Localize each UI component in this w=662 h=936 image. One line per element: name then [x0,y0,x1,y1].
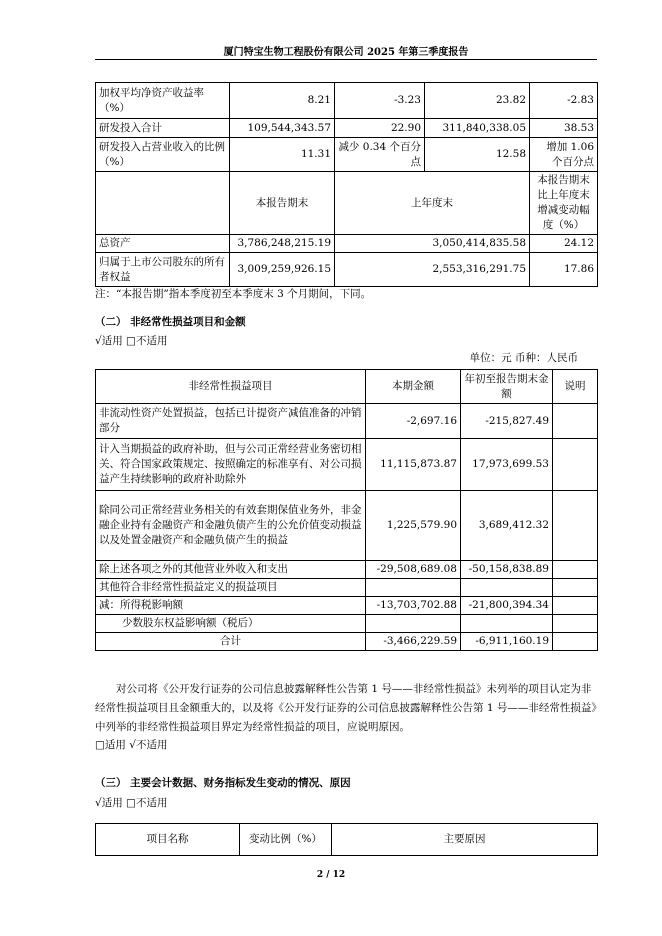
table-cell: -3.23 [335,83,425,119]
row-label: 合计 [96,633,366,651]
table-cell: 3,009,259,926.15 [230,253,335,287]
table-row [96,404,598,439]
table-cell [553,633,598,651]
row-label: 除上述各项之外的其他营业外收入和支出 [96,561,366,579]
row-label: 其他符合非经常性损益定义的损益项目 [96,579,366,597]
table-row [96,633,598,651]
table-cell: 22.90 [335,119,425,138]
table-row [96,491,598,561]
explanation-paragraph: 对公司将《公开发行证券的公司信息披露解释性公告第 1 号——非经常性损益》未列举的项目认定为非经常性损益项目且金额重大的，以及将《公开发行证券的公司信息披露解释性公告第 1 号——非经常性损益》中列举的非经常性损益项目界定为经常性损益的项目，应说明原因。 [95,683,597,733]
column-header: 说明 [553,370,598,404]
column-header: 本报告期末 [230,172,335,235]
table-cell: 12.58 [425,138,530,172]
row-label: 加权平均净资产收益率（%） [96,83,230,119]
table-cell [553,579,598,597]
table-row [96,597,598,615]
table-cell: -2.83 [530,83,598,119]
column-header: 项目名称 [96,824,240,856]
table-header-row [96,370,598,404]
table-cell: -50,158,838.89 [461,561,553,579]
table-row [96,119,598,138]
table-cell: -21,800,394.34 [461,597,553,615]
table-cell [366,615,461,633]
row-label: 非流动性资产处置损益，包括已计提资产减值准备的冲销部分 [96,404,366,439]
column-header: 上年度末 [335,172,530,235]
table-cell: 3,689,412.32 [461,491,553,561]
column-header: 主要原因 [332,824,598,856]
table-cell [553,404,598,439]
table-cell: 11.31 [230,138,335,172]
applicability-mark: √适用 □不适用 [95,797,168,809]
table-cell [553,439,598,491]
table-cell: 17,973,699.53 [461,439,553,491]
table-cell [553,597,598,615]
table-cell: 8.21 [230,83,335,119]
section-title: （二） 非经常性损益项目和金额 [95,316,246,328]
table-cell: 2,553,316,291.75 [335,253,530,287]
table-row [96,439,598,491]
table-row [96,615,598,633]
table-cell: -29,508,689.08 [366,561,461,579]
table-cell: -3,466,229.59 [366,633,461,651]
table-cell: 23.82 [425,83,530,119]
non-recurring-table [95,369,598,651]
column-header: 年初至报告期末金额 [461,370,553,404]
table-cell: 109,544,343.57 [230,119,335,138]
table-cell [366,579,461,597]
table-row [96,579,598,597]
key-financial-table [95,82,598,287]
table-cell: 311,840,338.05 [425,119,530,138]
table-cell: -13,703,702.88 [366,597,461,615]
table-header-row [96,172,598,235]
table-cell [461,579,553,597]
applicability-mark: □适用 √不适用 [95,739,168,751]
table-header-row [96,824,598,856]
table-cell: -6,911,160.19 [461,633,553,651]
table-cell: -215,827.49 [461,404,553,439]
column-header: 非经常性损益项目 [96,370,366,404]
table-cell: 3,050,414,835.58 [335,235,530,253]
section-title: （三） 主要会计数据、财务指标发生变动的情况、原因 [95,777,351,789]
table-cell: 3,786,248,215.19 [230,235,335,253]
applicability-mark: √适用 □不适用 [95,335,168,347]
table-row [96,253,598,287]
row-label: 少数股东权益影响额（税后） [96,615,366,633]
table-row [96,561,598,579]
empty-cell [96,172,230,235]
table-cell: 减少 0.34 个百分点 [335,138,425,172]
table-cell: 增加 1.06 个百分点 [530,138,598,172]
column-header: 变动比例（%） [240,824,332,856]
page-number: 2 / 12 [316,870,346,880]
row-label: 总资产 [96,235,230,253]
row-label: 减：所得税影响额 [96,597,366,615]
row-label: 研发投入合计 [96,119,230,138]
table-cell [553,561,598,579]
column-header: 本期金额 [366,370,461,404]
table-cell: 24.12 [530,235,598,253]
unit-label: 单位：元 币种：人民币 [469,352,578,364]
changes-table [95,823,598,856]
table-cell [553,491,598,561]
row-label: 计入当期损益的政府补助，但与公司正常经营业务密切相关、符合国家政策规定、按照确定的标准享有、对公司损益产生持续影响的政府补助除外 [96,439,366,491]
table-row [96,83,598,119]
header-divider [95,59,597,60]
table-note: 注：“本报告期”指本季度初至本季度末 3 个月期间，下同。 [95,288,372,300]
table-row [96,235,598,253]
row-label: 归属于上市公司股东的所有者权益 [96,253,230,287]
page-header-title: 厦门特宝生物工程股份有限公司 2025 年第三季度报告 [223,47,469,58]
table-cell: -2,697.16 [366,404,461,439]
table-row [96,138,598,172]
table-cell: 17.86 [530,253,598,287]
table-cell: 11,115,873.87 [366,439,461,491]
row-label: 研发投入占营业收入的比例（%） [96,138,230,172]
row-label: 除同公司正常经营业务相关的有效套期保值业务外，非金融企业持有金融资产和金融负债产生的公允价值变动损益以及处置金融资产和金融负债产生的损益 [96,491,366,561]
table-cell: 1,225,579.90 [366,491,461,561]
column-header: 本报告期末比上年度末增减变动幅度（%） [530,172,598,235]
table-cell [553,615,598,633]
table-cell [461,615,553,633]
table-cell: 38.53 [530,119,598,138]
